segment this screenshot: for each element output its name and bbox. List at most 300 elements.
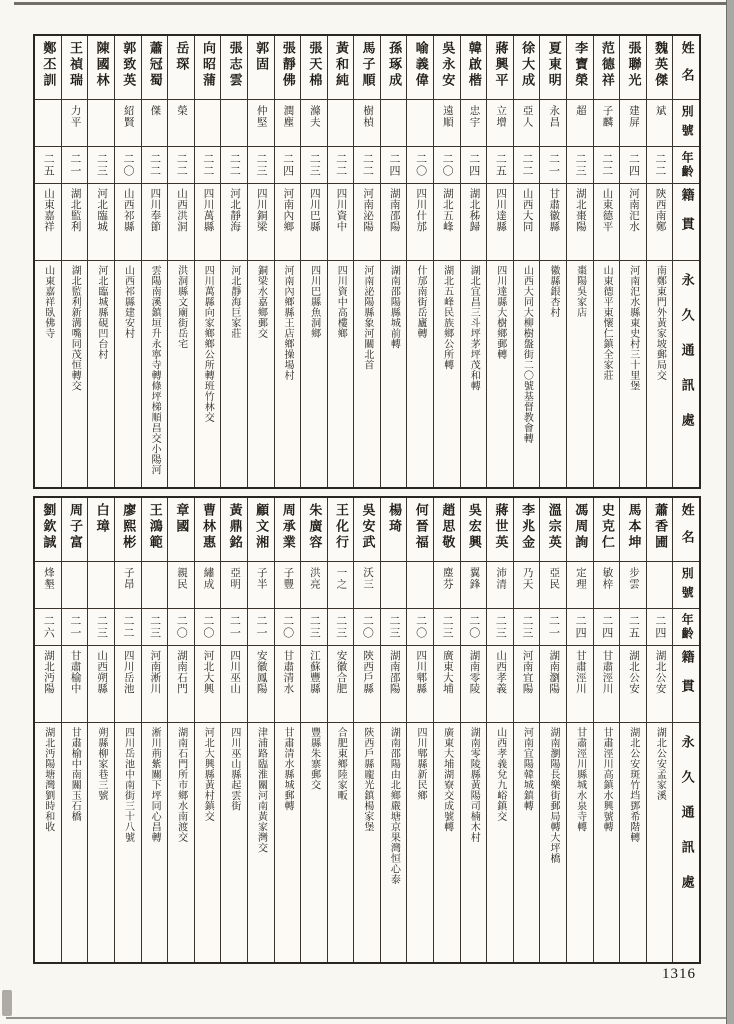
entry-native-text: 江蘇豐縣 xyxy=(308,650,320,694)
entry-column xyxy=(114,36,141,487)
entry-age-cell xyxy=(88,609,114,646)
entry-alias-text: 子昂 xyxy=(122,567,134,590)
entry-name-cell xyxy=(381,36,407,100)
entry-address-cell xyxy=(35,261,61,487)
entry-age-cell xyxy=(88,147,114,184)
entry-address-text: 四川巫山縣起雲街 xyxy=(228,727,240,811)
entry-age-cell xyxy=(195,147,221,184)
entry-name-cell xyxy=(35,498,61,562)
entry-name-cell xyxy=(275,36,301,100)
entry-age-text: 二二 xyxy=(175,153,188,177)
entry-age-cell xyxy=(62,609,88,646)
entry-native-text: 湖南邵陽 xyxy=(388,188,400,232)
entry-age-text: 二二 xyxy=(361,153,374,177)
entry-alias-cell xyxy=(35,100,61,147)
entry-address-text: 廣東大埔湖寮交成號轉 xyxy=(441,727,453,832)
entry-age-text: 二三 xyxy=(95,615,108,639)
entry-address-cell xyxy=(35,723,61,962)
entry-age-cell xyxy=(487,609,513,646)
entry-native-cell xyxy=(301,646,327,723)
entry-alias-text: 塵芬 xyxy=(441,567,453,590)
entry-name-cell xyxy=(195,498,221,562)
entry-native-cell xyxy=(461,184,487,261)
entry-native-cell xyxy=(461,646,487,723)
entry-alias-cell xyxy=(647,100,673,147)
entry-address-text: 甘肅涇川縣城水泉寺轉 xyxy=(574,727,586,832)
entry-column xyxy=(141,36,168,487)
entry-name-cell xyxy=(514,498,540,562)
entry-age-text: 二五 xyxy=(42,153,55,177)
entry-age-cell xyxy=(301,147,327,184)
entry-name-text: 朱廣容 xyxy=(307,503,323,551)
entry-address-cell xyxy=(248,261,274,487)
entry-address-cell xyxy=(487,723,513,962)
entry-alias-cell xyxy=(434,100,460,147)
entry-age-text: 二〇 xyxy=(175,615,188,639)
scan-edge-corner xyxy=(2,990,12,1016)
entry-address-cell xyxy=(168,261,194,487)
entry-native-cell xyxy=(168,184,194,261)
entry-alias-cell xyxy=(514,562,540,609)
header-age-text: 年齡 xyxy=(680,613,695,641)
entry-address-text: 河南內鄉縣王店鄉操場村 xyxy=(282,265,294,381)
entry-name-text: 范德祥 xyxy=(599,41,615,89)
entry-name-text: 李兆金 xyxy=(520,503,536,551)
entry-address-cell xyxy=(354,723,380,962)
scan-edge-bottom xyxy=(6,1017,726,1019)
entry-alias-text: 傑 xyxy=(149,105,161,117)
entry-address-text: 甘肅清水縣城郵轉 xyxy=(282,727,294,811)
entry-native-text: 河北臨城 xyxy=(96,188,108,232)
entry-name-text: 蕭冠蜀 xyxy=(147,41,163,89)
entry-name-text: 陳國林 xyxy=(94,41,110,89)
entry-address-text: 什邡南街岳廬轉 xyxy=(415,265,427,339)
entry-column xyxy=(274,498,301,962)
entry-name-text: 張志雲 xyxy=(227,41,243,89)
entry-native-cell xyxy=(594,184,620,261)
entry-alias-cell xyxy=(115,100,141,147)
entry-address-cell xyxy=(540,261,566,487)
entry-native-text: 湖北公安 xyxy=(654,650,666,694)
entry-address-cell xyxy=(275,723,301,962)
entry-native-text: 甘肅清水 xyxy=(282,650,294,694)
header-native-cell xyxy=(673,184,699,261)
entry-alias-cell xyxy=(461,562,487,609)
entry-address-text: 山東德平東懷仁鎮全家莊 xyxy=(601,265,613,381)
entry-alias-cell xyxy=(328,562,354,609)
entry-age-text: 二三 xyxy=(308,153,321,177)
entry-name-cell xyxy=(62,498,88,562)
entry-age-text: 二〇 xyxy=(281,615,294,639)
entry-address-cell xyxy=(594,723,620,962)
entry-address-cell xyxy=(301,261,327,487)
entry-native-cell xyxy=(567,646,593,723)
entry-alias-cell xyxy=(62,562,88,609)
entry-address-text: 湖南石門所市鄉水南渡交 xyxy=(175,727,187,843)
entry-native-cell xyxy=(88,646,114,723)
directory-table-top xyxy=(33,34,701,489)
entry-age-cell xyxy=(248,609,274,646)
entry-alias-text: 子豐 xyxy=(282,567,294,590)
header-age-text: 年齡 xyxy=(680,151,695,179)
entry-native-cell xyxy=(35,646,61,723)
entry-age-cell xyxy=(221,609,247,646)
entry-column xyxy=(433,36,460,487)
entry-alias-text: 洪亮 xyxy=(308,567,320,590)
entry-address-cell xyxy=(301,723,327,962)
entry-column xyxy=(274,36,301,487)
entry-native-cell xyxy=(434,646,460,723)
entry-address-text: 甘肅涇川高鎮水興號轉 xyxy=(601,727,613,832)
entry-age-cell xyxy=(168,609,194,646)
entry-address-cell xyxy=(407,723,433,962)
header-alias-text: 別號 xyxy=(680,567,695,605)
entry-native-text: 四川岳池 xyxy=(122,650,134,694)
entry-age-cell xyxy=(407,147,433,184)
entry-native-cell xyxy=(221,646,247,723)
entry-alias-cell xyxy=(647,562,673,609)
entry-address-cell xyxy=(328,723,354,962)
entry-address-text: 四川資中高樓鄉 xyxy=(335,265,347,339)
entry-age-cell xyxy=(567,609,593,646)
entry-alias-cell xyxy=(275,100,301,147)
entry-age-cell xyxy=(620,609,646,646)
entry-address-text: 銅梁水嘉鄉郵交 xyxy=(255,265,267,339)
entry-age-text: 二〇 xyxy=(467,615,480,639)
entry-address-cell xyxy=(434,723,460,962)
entry-alias-cell xyxy=(168,562,194,609)
entry-alias-text: 沛清 xyxy=(495,567,507,590)
entry-name-text: 喻義偉 xyxy=(413,41,429,89)
entry-name-cell xyxy=(221,498,247,562)
entry-column xyxy=(87,498,114,962)
entry-native-cell xyxy=(540,646,566,723)
entry-alias-cell xyxy=(407,100,433,147)
entry-age-text: 二五 xyxy=(627,615,640,639)
entry-age-text: 二一 xyxy=(255,615,268,639)
entry-native-cell xyxy=(620,184,646,261)
entry-address-cell xyxy=(487,261,513,487)
entry-native-text: 山西朔縣 xyxy=(96,650,108,694)
entry-column xyxy=(300,36,327,487)
entry-address-cell xyxy=(514,261,540,487)
entry-alias-text: 乃天 xyxy=(521,567,533,590)
entry-alias-text: 子麟 xyxy=(601,105,613,128)
entry-address-cell xyxy=(88,261,114,487)
scan-edge-top xyxy=(14,2,726,5)
entry-native-cell xyxy=(248,646,274,723)
entry-name-cell xyxy=(142,498,168,562)
entry-column xyxy=(460,36,487,487)
entry-address-text: 湖北宜昌三斗坪茅坪茂和轉 xyxy=(468,265,480,391)
entry-native-cell xyxy=(381,646,407,723)
entry-native-text: 四川資中 xyxy=(335,188,347,232)
entry-age-text: 二一 xyxy=(68,615,81,639)
header-column xyxy=(672,36,699,487)
entry-address-cell xyxy=(434,261,460,487)
entry-alias-cell xyxy=(354,562,380,609)
entry-native-text: 甘肅榆中 xyxy=(69,650,81,694)
entry-age-cell xyxy=(381,609,407,646)
entry-column xyxy=(167,498,194,962)
entry-name-text: 蕭香圃 xyxy=(653,503,669,551)
entry-alias-cell xyxy=(540,562,566,609)
entry-native-cell xyxy=(115,184,141,261)
entry-alias-text: 繡成 xyxy=(202,567,214,590)
entry-address-text: 湖北監利新溝嘴同茂恒轉交 xyxy=(69,265,81,391)
entry-name-cell xyxy=(567,36,593,100)
entry-age-text: 二三 xyxy=(95,153,108,177)
entry-age-text: 二四 xyxy=(387,153,400,177)
entry-age-text: 二二 xyxy=(228,153,241,177)
entry-native-cell xyxy=(567,184,593,261)
entry-alias-text: 滌夫 xyxy=(308,105,320,128)
entry-age-cell xyxy=(594,609,620,646)
entry-column xyxy=(353,36,380,487)
entry-name-cell xyxy=(62,36,88,100)
entry-address-cell xyxy=(142,261,168,487)
entry-native-text: 山西孝義 xyxy=(495,650,507,694)
entry-age-text: 二〇 xyxy=(201,615,214,639)
entry-address-text: 湖北公安孟家溪 xyxy=(654,727,666,801)
entry-alias-cell xyxy=(301,562,327,609)
entry-address-text: 河北大興縣黃村鎮交 xyxy=(202,727,214,822)
entry-native-text: 湖南瀏陽 xyxy=(548,650,560,694)
entry-alias-cell xyxy=(301,100,327,147)
entry-name-text: 章國 xyxy=(174,503,190,535)
entry-address-cell xyxy=(354,261,380,487)
entry-alias-text: 遠順 xyxy=(441,105,453,128)
header-address-cell xyxy=(673,723,699,962)
entry-address-cell xyxy=(62,723,88,962)
entry-age-text: 二二 xyxy=(201,153,214,177)
entry-name-text: 劉欽誠 xyxy=(41,503,57,551)
entry-age-text: 二一 xyxy=(228,615,241,639)
directory-table-bottom xyxy=(33,496,701,964)
entry-name-cell xyxy=(35,36,61,100)
entry-column xyxy=(220,498,247,962)
entry-alias-text: 亞民 xyxy=(548,567,560,590)
entry-address-cell xyxy=(540,723,566,962)
entry-native-text: 陝西戶縣 xyxy=(362,650,374,694)
entry-native-cell xyxy=(594,646,620,723)
entry-age-text: 二一 xyxy=(547,615,560,639)
entry-name-cell xyxy=(275,498,301,562)
header-alias-cell xyxy=(673,562,699,609)
entry-name-text: 黃和純 xyxy=(333,41,349,89)
entry-native-text: 湖北公安 xyxy=(628,650,640,694)
entry-name-text: 岳琛 xyxy=(174,41,190,73)
entry-native-text: 河南泌陽 xyxy=(362,188,374,232)
entry-column xyxy=(247,36,274,487)
entry-alias-text: 樹楨 xyxy=(362,105,374,128)
entry-address-cell xyxy=(115,261,141,487)
entry-name-text: 郭固 xyxy=(254,41,270,73)
entry-age-cell xyxy=(434,147,460,184)
entry-name-text: 周子富 xyxy=(68,503,84,551)
entry-column xyxy=(593,36,620,487)
entry-name-cell xyxy=(142,36,168,100)
header-alias-cell xyxy=(673,100,699,147)
entry-name-text: 夏東明 xyxy=(546,41,562,89)
entry-address-text: 山西孝義兌九峪鎮交 xyxy=(494,727,506,822)
entry-address-text: 湖北沔陽塘灣劉時和收 xyxy=(42,727,54,832)
entry-age-text: 二一 xyxy=(68,153,81,177)
entry-age-text: 二〇 xyxy=(414,615,427,639)
entry-name-cell xyxy=(487,36,513,100)
entry-address-cell xyxy=(328,261,354,487)
entry-name-text: 何晉福 xyxy=(413,503,429,551)
entry-address-cell xyxy=(221,261,247,487)
entry-name-text: 白璋 xyxy=(94,503,110,535)
entry-address-cell xyxy=(88,723,114,962)
entry-address-cell xyxy=(248,723,274,962)
header-address-text: 永久通訊處 xyxy=(679,735,695,910)
entry-column xyxy=(327,498,354,962)
entry-name-text: 溫宗英 xyxy=(546,503,562,551)
entry-address-cell xyxy=(221,723,247,962)
entry-age-cell xyxy=(301,609,327,646)
entry-name-cell xyxy=(168,498,194,562)
entry-address-cell xyxy=(381,261,407,487)
entry-alias-text: 立增 xyxy=(495,105,507,128)
entry-address-text: 淅川荊紫關下坪同心昌轉 xyxy=(149,727,161,843)
entry-age-cell xyxy=(35,609,61,646)
entry-native-text: 四川巫山 xyxy=(229,650,241,694)
header-age-cell xyxy=(673,609,699,646)
entry-name-cell xyxy=(620,36,646,100)
entry-address-cell xyxy=(620,261,646,487)
entry-age-cell xyxy=(461,609,487,646)
entry-native-text: 甘肅涇川 xyxy=(601,650,613,694)
entry-name-text: 顧文湘 xyxy=(254,503,270,551)
entry-age-text: 二三 xyxy=(334,615,347,639)
entry-name-cell xyxy=(381,498,407,562)
entry-address-text: 湖南零陵縣黃陽司楠木村 xyxy=(468,727,480,843)
entry-age-text: 二二 xyxy=(600,153,613,177)
entry-native-text: 四川達縣 xyxy=(495,188,507,232)
entry-age-text: 二三 xyxy=(441,615,454,639)
entry-native-text: 湖北棗陽 xyxy=(574,188,586,232)
entry-native-cell xyxy=(354,646,380,723)
entry-age-cell xyxy=(328,609,354,646)
entry-native-cell xyxy=(275,646,301,723)
entry-age-cell xyxy=(514,147,540,184)
entry-alias-cell xyxy=(328,100,354,147)
entry-name-cell xyxy=(88,36,114,100)
entry-column xyxy=(646,498,673,962)
entry-column xyxy=(566,498,593,962)
entry-native-cell xyxy=(275,184,301,261)
entry-age-cell xyxy=(407,609,433,646)
entry-native-text: 湖北五峰 xyxy=(441,188,453,232)
entry-native-cell xyxy=(434,184,460,261)
entry-alias-cell xyxy=(567,100,593,147)
entry-name-cell xyxy=(168,36,194,100)
entry-name-text: 楊琦 xyxy=(387,503,403,535)
entry-alias-cell xyxy=(248,562,274,609)
entry-address-text: 河北臨城縣硯凹台村 xyxy=(95,265,107,360)
entry-alias-cell xyxy=(221,562,247,609)
entry-native-text: 湖南邵陽 xyxy=(388,650,400,694)
entry-name-text: 向昭蒲 xyxy=(200,41,216,89)
entry-native-cell xyxy=(354,184,380,261)
entry-name-text: 王化行 xyxy=(333,503,349,551)
entry-alias-cell xyxy=(195,562,221,609)
entry-address-text: 四川郫縣新民鄉 xyxy=(415,727,427,801)
entry-column xyxy=(380,498,407,962)
entry-native-cell xyxy=(62,184,88,261)
entry-alias-cell xyxy=(487,100,513,147)
entry-address-text: 合肥東鄉陸家畈 xyxy=(335,727,347,801)
entry-age-text: 二四 xyxy=(653,615,666,639)
entry-column xyxy=(247,498,274,962)
entry-address-cell xyxy=(647,723,673,962)
entry-column xyxy=(61,498,88,962)
entry-alias-cell xyxy=(381,100,407,147)
entry-native-cell xyxy=(487,184,513,261)
entry-age-text: 二三 xyxy=(574,153,587,177)
entry-age-cell xyxy=(62,147,88,184)
header-age-cell xyxy=(673,147,699,184)
entry-alias-text: 紹賢 xyxy=(122,105,134,128)
entry-native-cell xyxy=(487,646,513,723)
entry-alias-cell xyxy=(407,562,433,609)
entry-alias-cell xyxy=(88,562,114,609)
entry-alias-cell xyxy=(567,562,593,609)
entry-native-cell xyxy=(514,184,540,261)
entry-name-cell xyxy=(407,36,433,100)
entry-address-text: 山西祁縣建安村 xyxy=(122,265,134,339)
entry-address-text: 津浦路臨淮關河南黃家灣交 xyxy=(255,727,267,853)
entry-native-text: 湖南石門 xyxy=(175,650,187,694)
entry-age-cell xyxy=(647,609,673,646)
header-address-text: 永久通訊處 xyxy=(679,273,695,448)
entry-alias-cell xyxy=(115,562,141,609)
entry-native-cell xyxy=(142,184,168,261)
entry-name-cell xyxy=(248,498,274,562)
entry-name-text: 馮周詢 xyxy=(573,503,589,551)
entry-native-text: 安徽鳳陽 xyxy=(255,650,267,694)
entry-name-cell xyxy=(328,36,354,100)
entry-address-cell xyxy=(461,261,487,487)
entry-alias-cell xyxy=(142,100,168,147)
entry-age-text: 二三 xyxy=(387,615,400,639)
entry-age-text: 二三 xyxy=(494,615,507,639)
entry-address-text: 豐縣朱寨郵交 xyxy=(308,727,320,790)
entry-native-cell xyxy=(221,184,247,261)
entry-name-text: 張聯光 xyxy=(626,41,642,89)
entry-name-text: 王禎瑞 xyxy=(68,41,84,89)
entry-address-cell xyxy=(381,723,407,962)
entry-name-cell xyxy=(540,498,566,562)
entry-address-text: 棗陽吳家店 xyxy=(574,265,586,318)
entry-address-cell xyxy=(620,723,646,962)
entry-age-cell xyxy=(328,147,354,184)
entry-alias-text: 建屏 xyxy=(628,105,640,128)
entry-column xyxy=(87,36,114,487)
entry-native-text: 山東嘉祥 xyxy=(42,188,54,232)
entry-native-text: 四川郫縣 xyxy=(415,650,427,694)
entry-name-text: 廖熙彬 xyxy=(121,503,137,551)
entry-age-text: 二四 xyxy=(574,615,587,639)
entry-name-cell xyxy=(594,498,620,562)
entry-address-cell xyxy=(594,261,620,487)
entry-age-text: 二六 xyxy=(42,615,55,639)
entry-native-cell xyxy=(115,646,141,723)
entry-native-cell xyxy=(328,646,354,723)
entry-column xyxy=(353,498,380,962)
